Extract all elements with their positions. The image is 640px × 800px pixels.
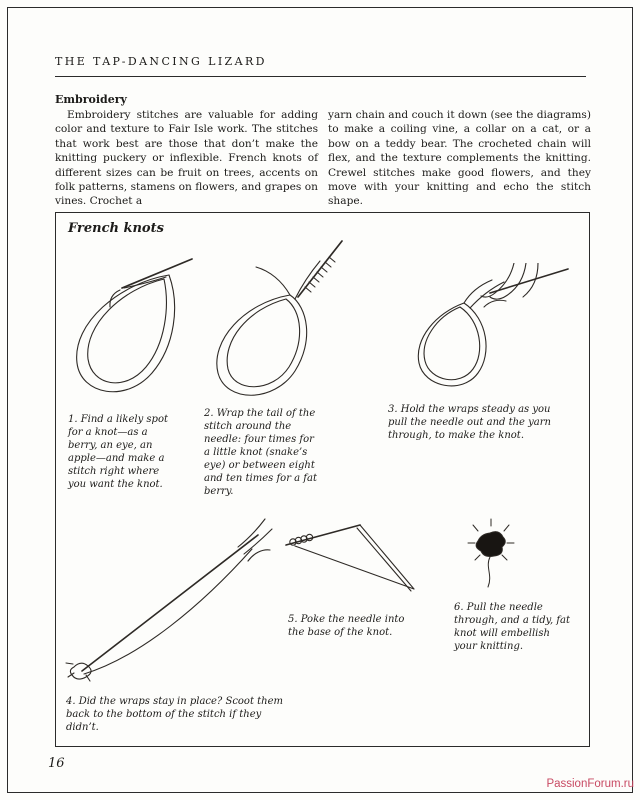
page-number: 16 [48, 756, 65, 771]
step-2-illustration [204, 237, 344, 409]
header-rule [55, 76, 586, 77]
section-heading: Embroidery [55, 93, 127, 106]
step-3-illustration [368, 263, 573, 403]
figure-title: French knots [68, 221, 164, 236]
step-4-caption: 4. Did the wraps stay in place? Scoot them back to the bottom of the stitch if they didn’t. [66, 696, 284, 733]
running-head: THE TAP-DANCING LIZARD [55, 55, 267, 68]
step-1-illustration [62, 243, 197, 411]
watermark-text: PassionForum.ru [546, 778, 634, 790]
step-3-caption: 3. Hold the wraps steady as you pull the needle out and the yarn through, to make the knot. [388, 404, 551, 441]
body-column-right: yarn chain and couch it down (see the diagrams) to make a coiling vine, a collar on a cat, or a bow on a teddy bear. The crocheted chain will flex, and the texture complements the knitting. Crewel stitches make good flowers, and they move with your knitting and echo the stitch shape. [328, 109, 591, 208]
step-6-illustration [460, 513, 522, 597]
step-6-caption: 6. Pull the needle through, and a tidy, fat knot will embellish your knitting. [454, 602, 571, 652]
step-2-caption: 2. Wrap the tail of the stitch around the needle: four times for a little knot (snake’s eye) or between eight and ten times for a fat berry. [204, 408, 317, 497]
step-5-illustration [280, 513, 430, 611]
step-4-illustration [62, 505, 277, 690]
step-1-caption: 1. Find a likely spot for a knot—as a berry, an eye, an apple—and make a stitch right where you want the knot. [68, 414, 168, 490]
figure-box-french-knots [55, 212, 590, 747]
body-column-left: Embroidery stitches are valuable for adding color and texture to Fair Isle work. The stitches that work best are those that don’t make the knitting puckery or inflexible. French knots of different sizes can be fruit on trees, accents on folk patterns, stamens on flowers, and grapes on vines. Crochet a [55, 109, 318, 208]
step-5-caption: 5. Poke the needle into the base of the knot. [288, 614, 405, 638]
